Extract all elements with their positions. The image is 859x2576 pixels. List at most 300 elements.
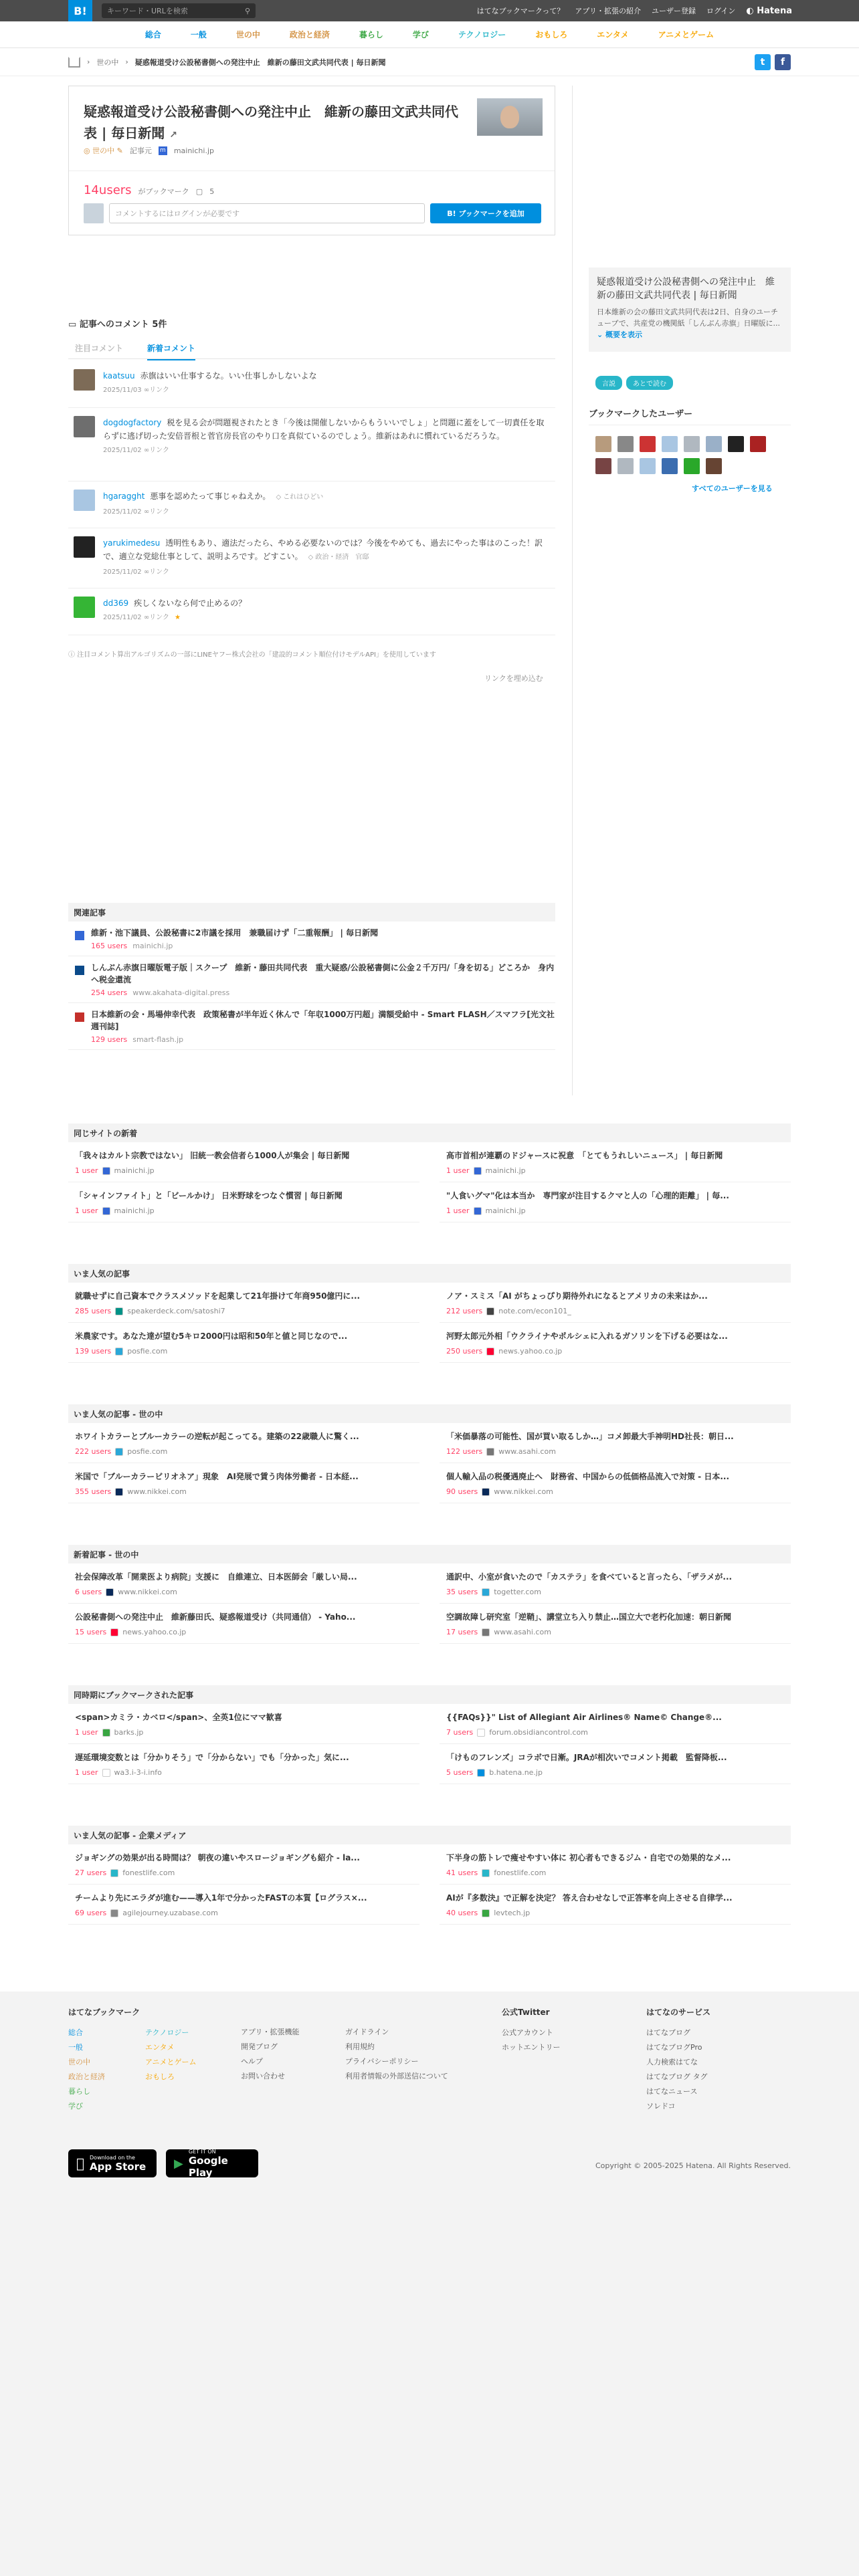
avatar[interactable] bbox=[74, 490, 95, 511]
app-store-small: Download on the bbox=[82, 2154, 127, 2161]
article-title[interactable]: AIが『多数決』で正解を決定？ 答え合わせなしで正答率を向上させる自律学... bbox=[446, 1893, 733, 1903]
users-count[interactable]: 139 users bbox=[75, 1347, 112, 1356]
avatar[interactable] bbox=[74, 369, 95, 391]
embed-link[interactable]: リンクを埋め込む bbox=[484, 674, 543, 683]
user-avatar[interactable] bbox=[617, 458, 634, 474]
article-meta bbox=[446, 1166, 784, 1175]
site-domain[interactable]: news.yahoo.co.jp bbox=[122, 1628, 187, 1636]
hatena-logo[interactable]: ◐ Hatena bbox=[746, 5, 792, 16]
users-count[interactable]: 41 users bbox=[446, 1868, 478, 1877]
app-store-badge[interactable] bbox=[68, 2149, 157, 2177]
footer-link[interactable]: 公式アカウント bbox=[502, 2028, 553, 2037]
entry-thumbnail[interactable] bbox=[477, 98, 543, 136]
site-domain[interactable]: www.nikkei.com bbox=[118, 1588, 177, 1596]
user-avatar[interactable] bbox=[728, 436, 744, 452]
category-tab[interactable]: 世の中 bbox=[235, 30, 260, 39]
comment-tags[interactable] bbox=[276, 494, 323, 501]
comment-meta bbox=[103, 506, 550, 519]
article-title[interactable]: 高市首相が連覇のドジャースに祝意 「とてもうれしいニュース」 | 毎日新聞 bbox=[446, 1151, 723, 1160]
header-link-login[interactable]: ログイン bbox=[706, 7, 736, 15]
comment-link[interactable]: リンク bbox=[149, 508, 169, 516]
article-item[interactable] bbox=[68, 1182, 419, 1222]
entry-site-link[interactable]: mainichi.jp bbox=[173, 146, 214, 155]
footer-link[interactable]: アニメとゲーム bbox=[145, 2058, 197, 2066]
site-domain[interactable]: wa3.i-3-i.info bbox=[114, 1768, 162, 1777]
article-meta bbox=[446, 1447, 784, 1456]
users-count[interactable]: 14users bbox=[84, 183, 132, 197]
comment-input[interactable]: コメントするにはログインが必要です bbox=[109, 203, 425, 223]
comment-line bbox=[103, 369, 550, 383]
article-meta bbox=[446, 1588, 784, 1596]
footer-link[interactable]: おもしろ bbox=[145, 2072, 175, 2081]
users-count[interactable]: 1 user bbox=[75, 1728, 98, 1737]
site-domain[interactable]: fonestlife.com bbox=[494, 1868, 547, 1877]
comment-meta bbox=[103, 384, 550, 397]
users-count[interactable]: 6 users bbox=[75, 1588, 102, 1596]
site-favicon bbox=[110, 1628, 118, 1636]
site-domain[interactable]: news.yahoo.co.jp bbox=[498, 1347, 563, 1356]
link-icon: ∞ bbox=[141, 568, 150, 576]
footer-link[interactable]: はてなブログ タグ bbox=[646, 2072, 708, 2081]
users-count[interactable]: 222 users bbox=[75, 1447, 112, 1456]
site-domain[interactable]: www.nikkei.com bbox=[494, 1487, 553, 1496]
header-link-signup[interactable]: ユーザー登録 bbox=[651, 7, 696, 15]
related-title[interactable]: 日本維新の会・馬場伸幸代表 政策秘書が半年近く休んで「年収1000万円超」満額受給中 - Smart FLASH／スマフラ[光文社週刊誌] bbox=[91, 1010, 555, 1031]
entry-title[interactable] bbox=[84, 101, 458, 146]
article-meta bbox=[75, 1487, 413, 1496]
article-title[interactable]: 個人輸入品の税優遇廃止へ 財務省、中国からの低価格品流入で対策 - 日本... bbox=[446, 1472, 730, 1481]
site-domain[interactable]: fonestlife.com bbox=[122, 1868, 175, 1877]
user-avatar[interactable] bbox=[640, 436, 656, 452]
external-link-icon[interactable]: ↗ bbox=[169, 130, 177, 140]
footer-link[interactable]: 政治と経済 bbox=[68, 2072, 105, 2081]
footer-link[interactable]: はてなニュース bbox=[646, 2087, 698, 2096]
category-tab[interactable]: テクノロジー bbox=[458, 30, 506, 39]
site-domain[interactable]: smart-flash.jp bbox=[132, 1035, 184, 1044]
article-meta bbox=[446, 1307, 784, 1315]
user-avatar[interactable] bbox=[640, 458, 656, 474]
avatar bbox=[84, 203, 104, 223]
site-domain[interactable]: mainichi.jp bbox=[114, 1166, 155, 1175]
article-title[interactable]: "人食いグマ"化は本当か 専門家が注目するクマと人の「心理的距離」 | 毎... bbox=[446, 1191, 729, 1200]
users-count[interactable]: 7 users bbox=[446, 1728, 474, 1737]
comment-meta bbox=[103, 566, 550, 579]
comment-user[interactable]: hgaragght bbox=[103, 492, 145, 501]
related-item[interactable] bbox=[68, 1003, 555, 1050]
related-meta bbox=[91, 1035, 555, 1044]
column-divider bbox=[572, 86, 573, 1095]
article-item[interactable] bbox=[68, 1704, 419, 1744]
entry-category-label: 世の中 bbox=[92, 146, 115, 155]
article-item[interactable] bbox=[68, 1744, 419, 1784]
article-title[interactable]: 「我々はカルト宗教ではない」 旧統一教会信者ら1000人が集会 | 毎日新聞 bbox=[75, 1151, 350, 1160]
site-domain[interactable]: speakerdeck.com/satoshi7 bbox=[127, 1307, 225, 1315]
comment-link[interactable]: リンク bbox=[149, 568, 169, 576]
twitter-icon[interactable]: t bbox=[755, 54, 771, 70]
link-icon: ∞ bbox=[141, 508, 150, 516]
footer-link[interactable]: アプリ・拡張機能 bbox=[241, 2028, 300, 2036]
user-avatar[interactable] bbox=[595, 458, 611, 474]
comment-tabs bbox=[75, 342, 195, 360]
related-title[interactable]: 維新・池下議員、公設秘書に2市議を採用 兼職届けず「二重報酬」 | 毎日新聞 bbox=[91, 928, 379, 938]
article-title[interactable]: チームより先にエラダが進む——導入1年で分かったFASTの本質【ログラス×... bbox=[75, 1893, 367, 1903]
section-heading: いま人気の記事 - 企業メディア bbox=[68, 1826, 791, 1844]
same-site-section bbox=[68, 1123, 791, 1222]
play-icon: ▶ bbox=[174, 2156, 183, 2171]
users-count[interactable]: 1 user bbox=[75, 1166, 98, 1175]
site-domain[interactable]: togetter.com bbox=[494, 1588, 541, 1596]
users-count[interactable]: 285 users bbox=[75, 1307, 112, 1315]
article-meta bbox=[75, 1166, 413, 1175]
algorithm-notice-text: 注目コメント算出アルゴリズムの一部にLINEヤフー株式会社の「建設的コメント順位付けモデルAPI」を使用しています bbox=[77, 651, 436, 659]
facebook-icon[interactable]: f bbox=[775, 54, 791, 70]
google-play-badge[interactable] bbox=[166, 2149, 258, 2177]
article-item[interactable] bbox=[68, 1323, 419, 1363]
site-favicon bbox=[106, 1588, 114, 1596]
tag-list bbox=[595, 376, 673, 390]
entry-title-text[interactable]: 疑惑報道受け公設秘書側への発注中止 維新の藤田文武共同代表 | 毎日新聞 bbox=[84, 104, 458, 141]
popular-section bbox=[68, 1264, 791, 1363]
article-item[interactable] bbox=[440, 1704, 791, 1744]
speech-bubble-icon: ▭ bbox=[68, 320, 77, 330]
user-avatar[interactable] bbox=[662, 436, 678, 452]
article-item[interactable] bbox=[440, 1564, 791, 1604]
entry-meta-label: 記事元 bbox=[129, 146, 152, 155]
comment-row bbox=[84, 203, 541, 223]
footer-link[interactable]: はてなブログ bbox=[646, 2028, 690, 2037]
site-domain[interactable]: note.com/econ101_ bbox=[498, 1307, 571, 1315]
article-item[interactable] bbox=[68, 1885, 419, 1925]
article-title[interactable]: 米国で「ブルーカラービリオネア」現象 AI発展で賃う肉体労働者 - 日本経... bbox=[75, 1472, 359, 1481]
category-tab[interactable]: 一般 bbox=[190, 30, 207, 39]
site-favicon bbox=[477, 1769, 485, 1777]
popular-world-grid bbox=[68, 1423, 791, 1503]
comment-text: 悪事を認めたって事じゃねえか。 bbox=[150, 492, 271, 501]
article-item[interactable] bbox=[440, 1423, 791, 1463]
site-domain[interactable]: mainichi.jp bbox=[132, 942, 173, 950]
article-item[interactable] bbox=[440, 1885, 791, 1925]
article-item[interactable] bbox=[68, 1142, 419, 1182]
site-domain[interactable]: forum.obsidiancontrol.com bbox=[489, 1728, 588, 1737]
article-item[interactable] bbox=[68, 1844, 419, 1885]
site-domain[interactable]: levtech.jp bbox=[494, 1909, 531, 1917]
article-item[interactable] bbox=[440, 1182, 791, 1222]
article-item[interactable] bbox=[440, 1744, 791, 1784]
site-domain[interactable]: www.nikkei.com bbox=[127, 1487, 187, 1496]
tab-popular-comments[interactable]: 注目コメント bbox=[75, 344, 124, 353]
show-summary-link[interactable]: ⌄ 概要を表示 bbox=[597, 330, 643, 339]
related-item[interactable] bbox=[68, 956, 555, 1003]
comment-link[interactable]: リンク bbox=[149, 447, 169, 454]
users-count[interactable]: 40 users bbox=[446, 1909, 478, 1917]
article-title[interactable]: 遅延環境変数とは「分かりそう」で「分からない」でも「分かった」気に... bbox=[75, 1753, 349, 1762]
user-avatar[interactable] bbox=[706, 436, 722, 452]
users-count[interactable]: 1 user bbox=[75, 1768, 98, 1777]
header-link-apps[interactable]: アプリ・拡張の紹介 bbox=[575, 7, 641, 15]
tag-chip[interactable]: 言説 bbox=[595, 376, 622, 390]
footer-link[interactable]: 利用規約 bbox=[345, 2042, 375, 2051]
footer-link[interactable]: 学び bbox=[68, 2102, 83, 2111]
site-favicon bbox=[482, 1869, 490, 1877]
category-tab[interactable]: 暮らし bbox=[359, 30, 383, 39]
article-item[interactable] bbox=[68, 1463, 419, 1503]
article-meta bbox=[75, 1307, 413, 1315]
users-count[interactable]: 5 users bbox=[446, 1768, 474, 1777]
article-item[interactable] bbox=[440, 1463, 791, 1503]
footer-link[interactable]: 一般 bbox=[68, 2043, 83, 2052]
breadcrumb-category[interactable]: 世の中 bbox=[96, 58, 119, 67]
article-title[interactable]: 通訳中、小室が食いたので「カステラ」を食べていると言ったら、「ザラメが... bbox=[446, 1572, 733, 1582]
avatar[interactable] bbox=[74, 536, 95, 558]
users-count[interactable]: 129 users bbox=[91, 1035, 128, 1044]
user-avatar[interactable] bbox=[750, 436, 766, 452]
star-icon[interactable]: ★ bbox=[174, 614, 181, 621]
site-favicon bbox=[115, 1488, 123, 1496]
comment-link[interactable]: リンク bbox=[149, 614, 169, 621]
comment-line bbox=[103, 597, 550, 610]
article-meta bbox=[446, 1768, 784, 1777]
summary-text bbox=[597, 306, 783, 340]
tag-chip[interactable]: あとで読む bbox=[626, 376, 673, 390]
comment-body bbox=[103, 416, 550, 457]
hatena-bookmark-logo[interactable]: B! bbox=[68, 0, 92, 21]
footer-link[interactable]: 利用者情報の外部送信について bbox=[345, 2072, 448, 2080]
site-domain[interactable]: mainichi.jp bbox=[114, 1206, 155, 1215]
users-count[interactable]: 1 user bbox=[446, 1206, 470, 1215]
footer-link[interactable]: 暮らし bbox=[68, 2087, 90, 2096]
show-summary-label: 概要を表示 bbox=[605, 330, 643, 339]
site-domain[interactable]: www.asahi.com bbox=[498, 1447, 556, 1456]
comment-date[interactable]: 2025/11/03 bbox=[103, 387, 142, 394]
summary-card bbox=[589, 267, 791, 352]
comment-date[interactable]: 2025/11/02 bbox=[103, 447, 142, 454]
site-favicon bbox=[486, 1307, 494, 1315]
users-count[interactable]: 1 user bbox=[446, 1166, 470, 1175]
site-domain[interactable]: posfie.com bbox=[127, 1447, 168, 1456]
user-avatar[interactable] bbox=[662, 458, 678, 474]
add-bookmark-button[interactable]: B! ブックマークを追加 bbox=[430, 203, 541, 223]
comment-user[interactable]: dogdogfactory bbox=[103, 418, 162, 427]
same-time-section bbox=[68, 1685, 791, 1784]
chevron-right-icon: › bbox=[87, 58, 90, 66]
comment-item bbox=[68, 416, 555, 481]
article-title[interactable]: ホワイトカラーとブルーカラーの逆転が起こってる。建築の22歳職人に驚く... bbox=[75, 1432, 359, 1441]
site-favicon bbox=[75, 1012, 84, 1022]
article-title[interactable]: 公設秘書側への発注中止 維新藤田氏、疑惑報道受け（共同通信） - Yaho... bbox=[75, 1612, 356, 1622]
footer bbox=[0, 1992, 859, 2576]
users-count[interactable]: 212 users bbox=[446, 1307, 483, 1315]
article-item[interactable] bbox=[68, 1604, 419, 1644]
summary-title[interactable]: 疑惑報道受け公設秘書側への発注中止 維新の藤田文武共同代表 | 毎日新聞 bbox=[597, 277, 775, 301]
footer-link[interactable]: 世の中 bbox=[68, 2058, 90, 2066]
new-world-grid bbox=[68, 1564, 791, 1644]
users-count[interactable]: 122 users bbox=[446, 1447, 483, 1456]
site-favicon bbox=[115, 1348, 123, 1356]
footer-bookmark-col bbox=[68, 2006, 196, 2115]
section-heading: 同じサイトの新着 bbox=[68, 1123, 791, 1142]
popular-world-section bbox=[68, 1404, 791, 1503]
comment-user[interactable]: yarukimedesu bbox=[103, 538, 161, 548]
comment-body bbox=[103, 369, 550, 397]
site-domain[interactable]: agilejourney.uzabase.com bbox=[122, 1909, 218, 1917]
comment-icon: ▢ bbox=[195, 187, 203, 196]
footer-link[interactable]: 総合 bbox=[68, 2028, 83, 2037]
related-title[interactable]: しんぶん赤旗日曜版電子版｜スクープ 維新・藤田共同代表 重大疑惑/公設秘書側に公金２千万円/「身を切る」どころか 身内へ税金還流 bbox=[91, 963, 555, 984]
site-domain[interactable]: b.hatena.ne.jp bbox=[489, 1768, 543, 1777]
category-tab[interactable]: アニメとゲーム bbox=[658, 30, 714, 39]
site-domain[interactable]: mainichi.jp bbox=[485, 1206, 526, 1215]
tag-icon: ◇ bbox=[308, 554, 316, 561]
entry-card bbox=[68, 86, 555, 235]
footer-heading: はてなブックマーク bbox=[68, 2008, 140, 2017]
comment-body bbox=[103, 490, 550, 519]
users-count[interactable]: 90 users bbox=[446, 1487, 478, 1496]
footer-link[interactable]: ソレドコ bbox=[646, 2102, 676, 2111]
article-item[interactable] bbox=[440, 1604, 791, 1644]
app-store-label: App Store bbox=[82, 2160, 138, 2173]
users-count[interactable]: 69 users bbox=[75, 1909, 107, 1917]
comment-tags[interactable] bbox=[308, 554, 369, 561]
site-domain[interactable]: www.akahata-digital.press bbox=[132, 988, 230, 997]
comment-link[interactable]: リンク bbox=[149, 387, 169, 394]
category-tab[interactable]: 政治と経済 bbox=[289, 30, 330, 39]
user-avatar[interactable] bbox=[706, 458, 722, 474]
article-title[interactable]: 「シャインファイト」と「ビールかけ」 日米野球をつなぐ慣習 | 毎日新聞 bbox=[75, 1191, 343, 1200]
footer-link[interactable]: 人力検索はてな bbox=[646, 2058, 698, 2066]
footer-link[interactable]: ホットエントリー bbox=[502, 2043, 561, 2052]
footer-link[interactable]: ヘルプ bbox=[241, 2057, 263, 2066]
users-count[interactable]: 165 users bbox=[91, 942, 128, 950]
header-link-about[interactable]: はてなブックマークって？ bbox=[476, 7, 565, 15]
users-count[interactable]: 355 users bbox=[75, 1487, 112, 1496]
article-title[interactable]: 米農家です。あなた達が望む5キロ2000円は昭和50年と値と同じなので... bbox=[75, 1331, 348, 1341]
category-tab[interactable]: 総合 bbox=[145, 30, 161, 39]
site-domain[interactable]: barks.jp bbox=[114, 1728, 144, 1737]
category-tab[interactable]: 学び bbox=[412, 30, 429, 39]
article-title[interactable]: 社会保障改革「開業医より病院」支援に 自維連立、日本医師会「厳しい局... bbox=[75, 1572, 357, 1582]
site-favicon bbox=[482, 1488, 490, 1496]
site-favicon bbox=[474, 1207, 482, 1215]
footer-link[interactable]: ガイドライン bbox=[345, 2028, 389, 2036]
article-item[interactable] bbox=[68, 1283, 419, 1323]
comment-date[interactable]: 2025/11/02 bbox=[103, 508, 142, 516]
article-item[interactable] bbox=[440, 1323, 791, 1363]
article-title[interactable]: 「米価暴落の可能性、国が買い取るしか…」コメ卸最大手神明HD社長：朝日... bbox=[446, 1432, 734, 1441]
category-tab[interactable]: エンタメ bbox=[597, 30, 629, 39]
users-count[interactable]: 15 users bbox=[75, 1628, 107, 1636]
footer-link[interactable]: エンタメ bbox=[145, 2043, 175, 2052]
site-favicon bbox=[474, 1167, 482, 1175]
article-title[interactable]: 下半身の筋トレで痩せやすい体に 初心者もできるジム・自宅での効果的なメ... bbox=[446, 1853, 731, 1862]
users-count[interactable]: 35 users bbox=[446, 1588, 478, 1596]
user-avatar[interactable] bbox=[595, 436, 611, 452]
users-count[interactable]: 1 user bbox=[75, 1206, 98, 1215]
category-tab[interactable]: おもしろ bbox=[535, 30, 568, 39]
site-domain[interactable]: www.asahi.com bbox=[494, 1628, 551, 1636]
article-title[interactable]: ノア・スミス「AI がちょっぴり期待外れになるとアメリカの未来はか... bbox=[446, 1291, 708, 1301]
users-row bbox=[84, 183, 214, 197]
article-meta bbox=[75, 1768, 413, 1777]
article-title[interactable]: ジョギングの効果が出る時間は？ 朝夜の違いやスロージョギングも紹介 - la... bbox=[75, 1853, 360, 1862]
users-count[interactable]: 254 users bbox=[91, 988, 128, 997]
article-meta bbox=[75, 1347, 413, 1356]
person-photo bbox=[500, 106, 519, 128]
footer-link[interactable]: 開発ブログ bbox=[241, 2042, 278, 2051]
footer-heading: はてなのサービス bbox=[646, 2008, 711, 2017]
entry-meta bbox=[84, 145, 214, 156]
footer-heading: 公式Twitter bbox=[502, 2008, 550, 2017]
users-count[interactable]: 27 users bbox=[75, 1868, 107, 1877]
search-input[interactable]: キーワード・URLを検索 bbox=[107, 7, 188, 15]
related-meta bbox=[91, 942, 555, 950]
comment-user[interactable]: dd369 bbox=[103, 599, 129, 608]
footer-link[interactable]: テクノロジー bbox=[145, 2028, 189, 2037]
popular-grid bbox=[68, 1283, 791, 1363]
article-title[interactable]: 空調故障し研究室「逆鞘」、講堂立ち入り禁止…国立大で老朽化加速：朝日新聞 bbox=[446, 1612, 732, 1622]
section-heading: いま人気の記事 - 世の中 bbox=[68, 1404, 791, 1423]
article-meta bbox=[75, 1588, 413, 1596]
article-meta bbox=[446, 1347, 784, 1356]
footer-link[interactable]: お問い合わせ bbox=[241, 2072, 285, 2080]
footer-link[interactable]: プライバシーポリシー bbox=[345, 2057, 419, 2066]
comment-date[interactable]: 2025/11/02 bbox=[103, 568, 142, 576]
site-domain[interactable]: posfie.com bbox=[127, 1347, 168, 1356]
footer-link[interactable]: はてなブログPro bbox=[646, 2043, 702, 2052]
site-favicon bbox=[486, 1448, 494, 1456]
site-favicon bbox=[486, 1348, 494, 1356]
related-item[interactable] bbox=[68, 922, 555, 956]
tab-new-comments[interactable]: 新着コメント bbox=[147, 342, 195, 360]
article-meta bbox=[75, 1628, 413, 1636]
algorithm-notice: ⓘ 注目コメント算出アルゴリズムの一部にLINEヤフー株式会社の「建設的コメント順位付けモデルAPI」を使用しています bbox=[68, 651, 436, 659]
article-title[interactable]: 「けものフレンズ」コラボで日漸。JRAが相次いでコメント掲載 監督降板... bbox=[446, 1753, 727, 1762]
article-title[interactable]: 河野太郎元外相「ウクライナやポルシェに入れるガソリンを下げる必要はな... bbox=[446, 1331, 728, 1341]
article-title[interactable]: 就職せずに自己資本でクラスメソッドを起業して21年掛けて年商950億円に... bbox=[75, 1291, 361, 1301]
comment-user[interactable]: kaatsuu bbox=[103, 371, 135, 381]
article-title[interactable]: {{FAQs}}" List of Allegiant Air Airlines® Name© Change®... bbox=[446, 1713, 722, 1722]
search-icon[interactable]: ⚲ bbox=[244, 6, 250, 15]
all-users-link[interactable]: すべてのユーザーを見る bbox=[692, 484, 773, 493]
users-count[interactable]: 17 users bbox=[446, 1628, 478, 1636]
article-title[interactable]: <span>カミラ・カベロ</span>、全英1位にママ歓喜 bbox=[75, 1713, 282, 1722]
article-item[interactable] bbox=[68, 1423, 419, 1463]
article-item[interactable] bbox=[440, 1142, 791, 1182]
article-item[interactable] bbox=[440, 1283, 791, 1323]
article-meta bbox=[75, 1868, 413, 1877]
avatar[interactable] bbox=[74, 416, 95, 437]
popular-corp-section bbox=[68, 1826, 791, 1925]
comment-text: 透明性もあり、適法だったら、やめる必要ないのでは？今後をやめても、過去にやった事はのこった！訳で、適立な党総仕事として、説明よろです。どすこい。 bbox=[103, 538, 543, 561]
google-play-small: GET IT ON bbox=[188, 2148, 216, 2155]
user-avatar[interactable] bbox=[684, 436, 700, 452]
site-domain[interactable]: mainichi.jp bbox=[485, 1166, 526, 1175]
popular-corp-grid bbox=[68, 1844, 791, 1925]
comment-date[interactable]: 2025/11/02 bbox=[103, 614, 142, 621]
footer-category-list bbox=[68, 2027, 105, 2115]
entry-category[interactable]: ◎ 世の中 ✎ bbox=[84, 146, 123, 155]
user-avatar[interactable] bbox=[684, 458, 700, 474]
article-item[interactable] bbox=[68, 1564, 419, 1604]
users-count[interactable]: 250 users bbox=[446, 1347, 483, 1356]
comment-item bbox=[68, 490, 555, 528]
user-avatar[interactable] bbox=[617, 436, 634, 452]
section-heading: 新着記事 - 世の中 bbox=[68, 1545, 791, 1564]
avatar[interactable] bbox=[74, 597, 95, 618]
site-favicon bbox=[102, 1167, 110, 1175]
comment-item bbox=[68, 536, 555, 588]
site-favicon bbox=[102, 1207, 110, 1215]
article-item[interactable] bbox=[440, 1844, 791, 1885]
